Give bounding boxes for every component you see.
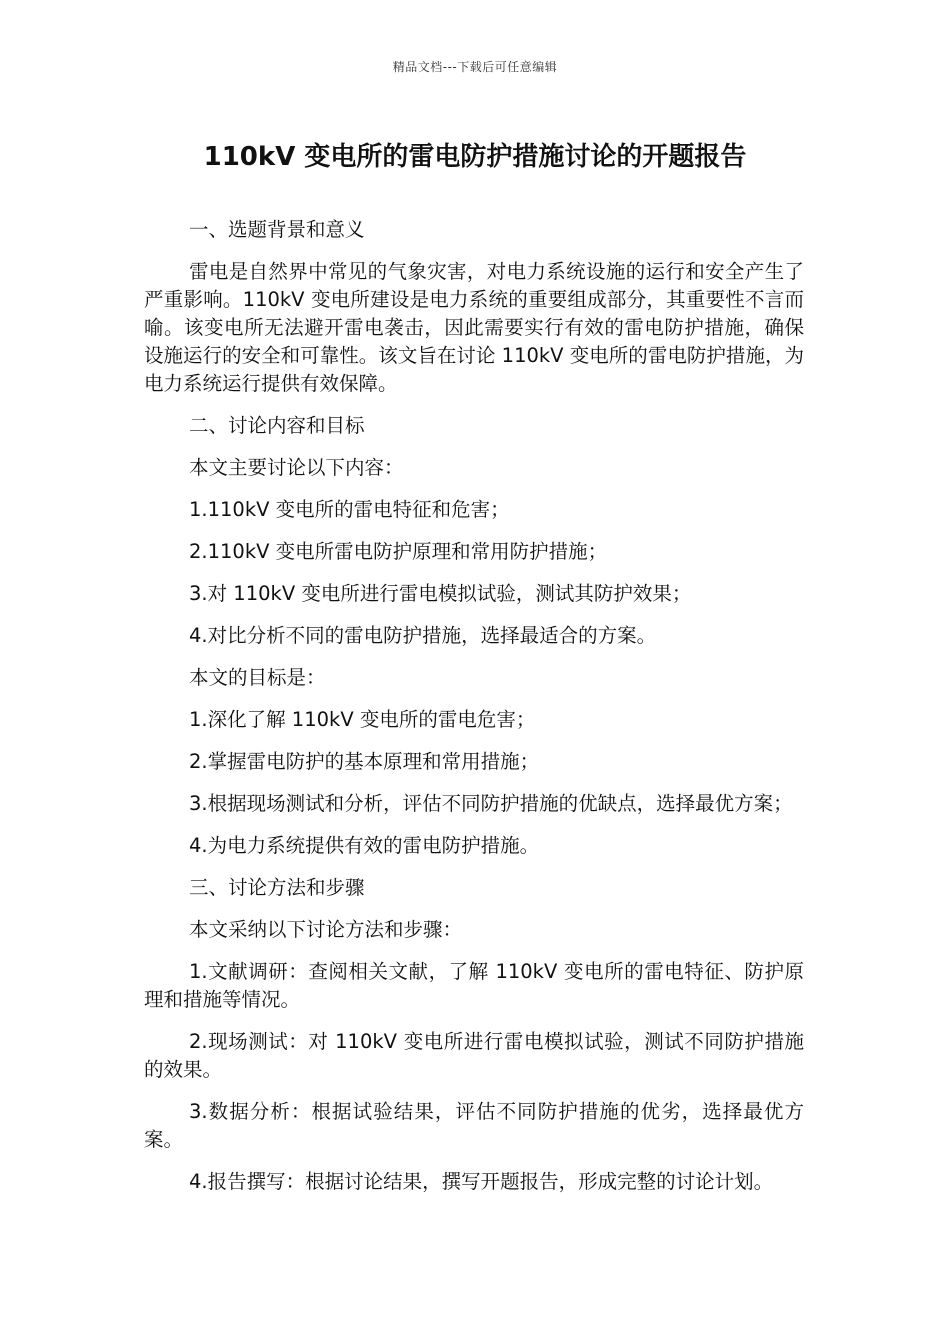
list-item-goal-4: 4.为电力系统提供有效的雷电防护措施。 [189, 834, 540, 857]
list-item-method-1: 1.文献调研：查阅相关文献，了解 110kV 变电所的雷电特征、防护原理和措施等情况。 [144, 960, 804, 1011]
section-heading-background: 一、选题背景和意义 [189, 218, 365, 241]
page-header: 精品文档---下载后可任意编辑 [392, 60, 558, 74]
list-item-content-2: 2.110kV 变电所雷电防护原理和常用防护措施； [189, 540, 608, 563]
paragraph-background: 雷电是自然界中常见的气象灾害，对电力系统设施的运行和安全产生了严重影响。110kV 变电所建设是电力系统的重要组成部分，其重要性不言而喻。该变电所无法避开雷电袭击，因此需要实行有效的雷电防护措施，确保设施运行的安全和可靠性。该文旨在讨论 110kV 变电所的雷电防护措施，为电力系统运行提供有效保障。 [144, 260, 804, 395]
list-item-goal-1: 1.深化了解 110kV 变电所的雷电危害； [189, 708, 536, 731]
document-body [144, 216, 804, 1210]
list-item-method-4: 4.报告撰写：根据讨论结果，撰写开题报告，形成完整的讨论计划。 [189, 1170, 774, 1193]
list-item-content-4: 4.对比分析不同的雷电防护措施，选择最适合的方案。 [189, 624, 657, 647]
list-item-content-1: 1.110kV 变电所的雷电特征和危害； [189, 498, 510, 521]
list-item-content-3: 3.对 110kV 变电所进行雷电模拟试验，测试其防护效果； [189, 582, 692, 605]
list-item-goal-2: 2.掌握雷电防护的基本原理和常用措施； [189, 750, 540, 773]
document-title: 110kV 变电所的雷电防护措施讨论的开题报告 [203, 142, 747, 172]
paragraph-content-intro: 本文主要讨论以下内容： [189, 456, 404, 479]
section-heading-methods: 三、讨论方法和步骤 [189, 876, 365, 899]
paragraph-goals-intro: 本文的目标是： [189, 666, 326, 689]
section-heading-content: 二、讨论内容和目标 [189, 414, 365, 437]
list-item-method-3: 3.数据分析：根据试验结果，评估不同防护措施的优劣，选择最优方案。 [144, 1100, 804, 1151]
list-item-method-2: 2.现场测试：对 110kV 变电所进行雷电模拟试验，测试不同防护措施的效果。 [144, 1030, 804, 1081]
list-item-goal-3: 3.根据现场测试和分析，评估不同防护措施的优缺点，选择最优方案； [189, 792, 793, 815]
paragraph-methods-intro: 本文采纳以下讨论方法和步骤： [189, 918, 463, 941]
